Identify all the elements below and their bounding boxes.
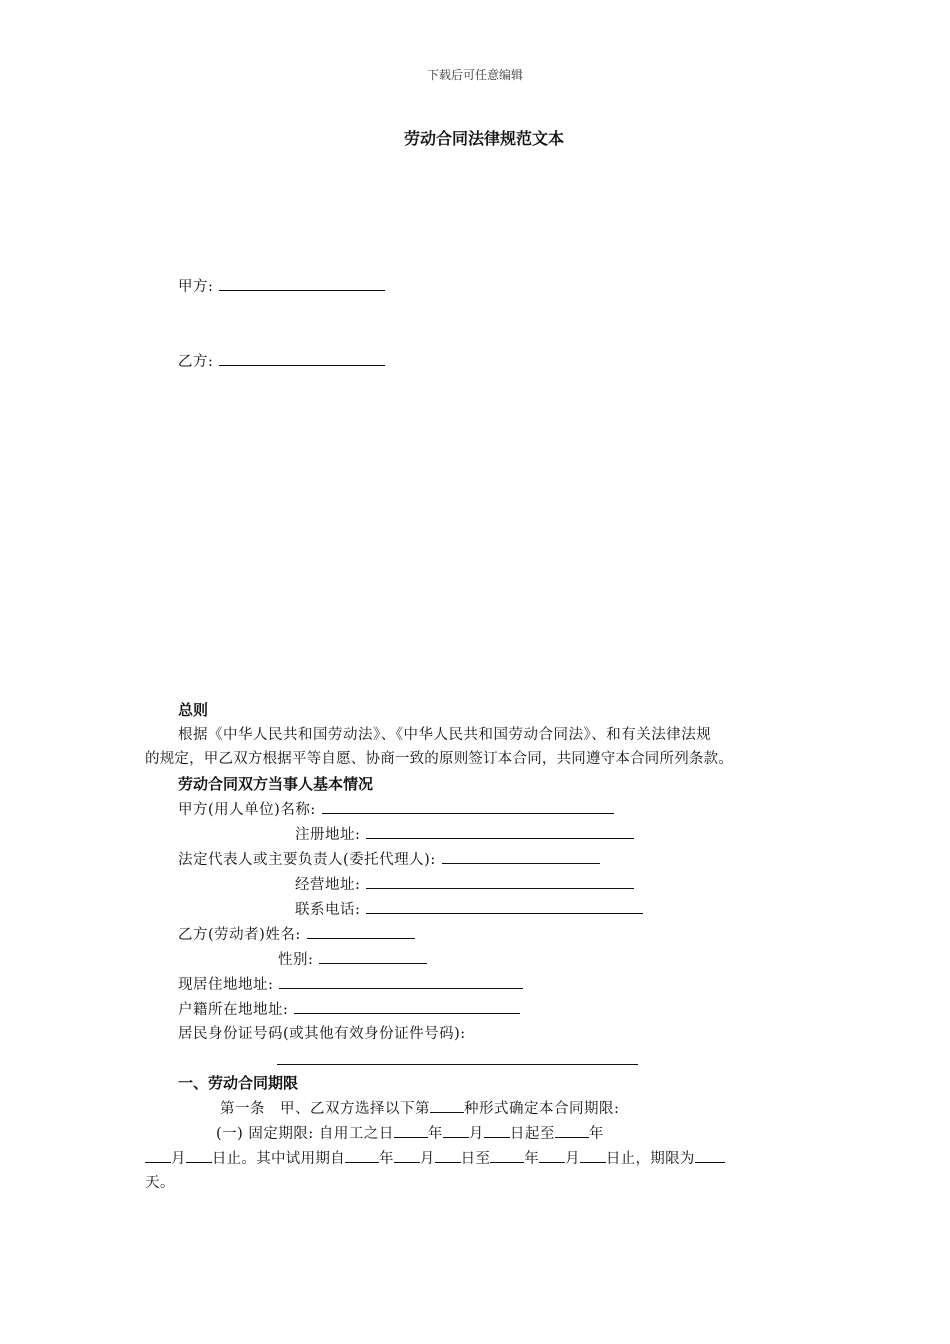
probation-line: [145, 1148, 725, 1169]
start-year-blank[interactable]: [394, 1123, 428, 1138]
header-note: 下载后可任意编辑: [426, 68, 523, 82]
employer-name-label: 甲方(用人单位)名称:: [178, 802, 316, 818]
general-heading: 总则: [178, 701, 209, 719]
household-address-field: [178, 999, 520, 1020]
general-para-line1: 根据《中华人民共和国劳动法》、《中华人民共和国劳动合同法》、和有关法律法规: [178, 727, 712, 743]
employer-name-field: [178, 799, 614, 820]
party-b-field: [178, 351, 385, 372]
party-a-field: [178, 276, 385, 297]
end-year-blank[interactable]: [555, 1123, 589, 1138]
month-label: 月: [565, 1151, 580, 1167]
end-month-blank[interactable]: [145, 1148, 171, 1163]
day-to-label: 日至: [460, 1151, 491, 1167]
year-label: 年: [427, 1126, 443, 1142]
parties-heading: 劳动合同双方当事人基本情况: [178, 775, 374, 793]
household-address-blank[interactable]: [294, 999, 520, 1014]
employee-name-field: [178, 924, 415, 945]
start-day-blank[interactable]: [484, 1123, 510, 1138]
month-label: 月: [419, 1151, 435, 1167]
legal-rep-blank[interactable]: [442, 849, 600, 864]
legal-rep-label: 法定代表人或主要负责人(委托代理人):: [178, 852, 436, 868]
start-month-blank[interactable]: [443, 1123, 469, 1138]
contract-form-blank[interactable]: [430, 1098, 464, 1113]
current-address-field: [178, 974, 523, 995]
article1-text-a: 第一条 甲、乙双方选择以下第: [220, 1101, 430, 1117]
id-number-blank[interactable]: [277, 1050, 638, 1065]
day-from-label: 日起至: [509, 1126, 555, 1142]
probation-end-day-blank[interactable]: [580, 1148, 606, 1163]
year-label: 年: [524, 1151, 540, 1167]
business-address-field: [295, 874, 634, 895]
party-b-label: 乙方:: [178, 354, 214, 370]
month-label: 月: [171, 1151, 186, 1167]
party-a-label: 甲方:: [178, 279, 214, 295]
article1-line: [220, 1098, 619, 1119]
month-label: 月: [468, 1126, 484, 1142]
article1-text-b: 种形式确定本合同期限:: [464, 1101, 620, 1117]
year-label: 年: [588, 1126, 604, 1142]
current-address-label: 现居住地地址:: [178, 977, 274, 993]
year-label: 年: [379, 1151, 394, 1167]
document-title: 劳动合同法律规范文本: [403, 129, 564, 148]
probation-days-blank[interactable]: [695, 1148, 725, 1163]
gender-blank[interactable]: [319, 949, 427, 964]
legal-rep-field: [178, 849, 600, 870]
business-address-label: 经营地址:: [295, 877, 361, 893]
registered-address-field: [295, 824, 634, 845]
employer-name-blank[interactable]: [322, 799, 614, 814]
fixed-term-line: [216, 1123, 604, 1144]
party-a-blank[interactable]: [219, 276, 385, 291]
end-day-blank[interactable]: [186, 1148, 212, 1163]
household-address-label: 户籍所在地地址:: [178, 1002, 289, 1018]
business-address-blank[interactable]: [366, 874, 634, 889]
id-number-label: 居民身份证号码(或其他有效身份证件号码):: [178, 1026, 466, 1042]
fixed-term-text: (一) 固定期限: 自用工之日: [216, 1126, 394, 1142]
general-para-line2: 的规定，甲乙双方根据平等自愿、协商一致的原则签订本合同，共同遵守本合同所列条款。: [145, 751, 733, 767]
gender-field: [278, 949, 427, 970]
party-b-blank[interactable]: [219, 351, 385, 366]
probation-start-month-blank[interactable]: [394, 1148, 420, 1163]
probation-end-year-blank[interactable]: [490, 1148, 524, 1163]
gender-label: 性别:: [278, 952, 314, 968]
section1-heading: 一、劳动合同期限: [178, 1074, 299, 1092]
day-end2-label: 日止，期限为: [605, 1151, 695, 1167]
probation-end-month-blank[interactable]: [539, 1148, 565, 1163]
current-address-blank[interactable]: [279, 974, 523, 989]
phone-label: 联系电话:: [295, 902, 361, 918]
probation-start-day-blank[interactable]: [435, 1148, 461, 1163]
employee-name-blank[interactable]: [307, 924, 415, 939]
registered-address-label: 注册地址:: [295, 827, 361, 843]
days-label: 天。: [145, 1175, 175, 1191]
phone-blank[interactable]: [366, 899, 643, 914]
day-end-label: 日止。其中试用期自: [211, 1151, 346, 1167]
probation-start-year-blank[interactable]: [345, 1148, 379, 1163]
registered-address-blank[interactable]: [366, 824, 634, 839]
employee-name-label: 乙方(劳动者)姓名:: [178, 927, 301, 943]
phone-field: [295, 899, 643, 920]
